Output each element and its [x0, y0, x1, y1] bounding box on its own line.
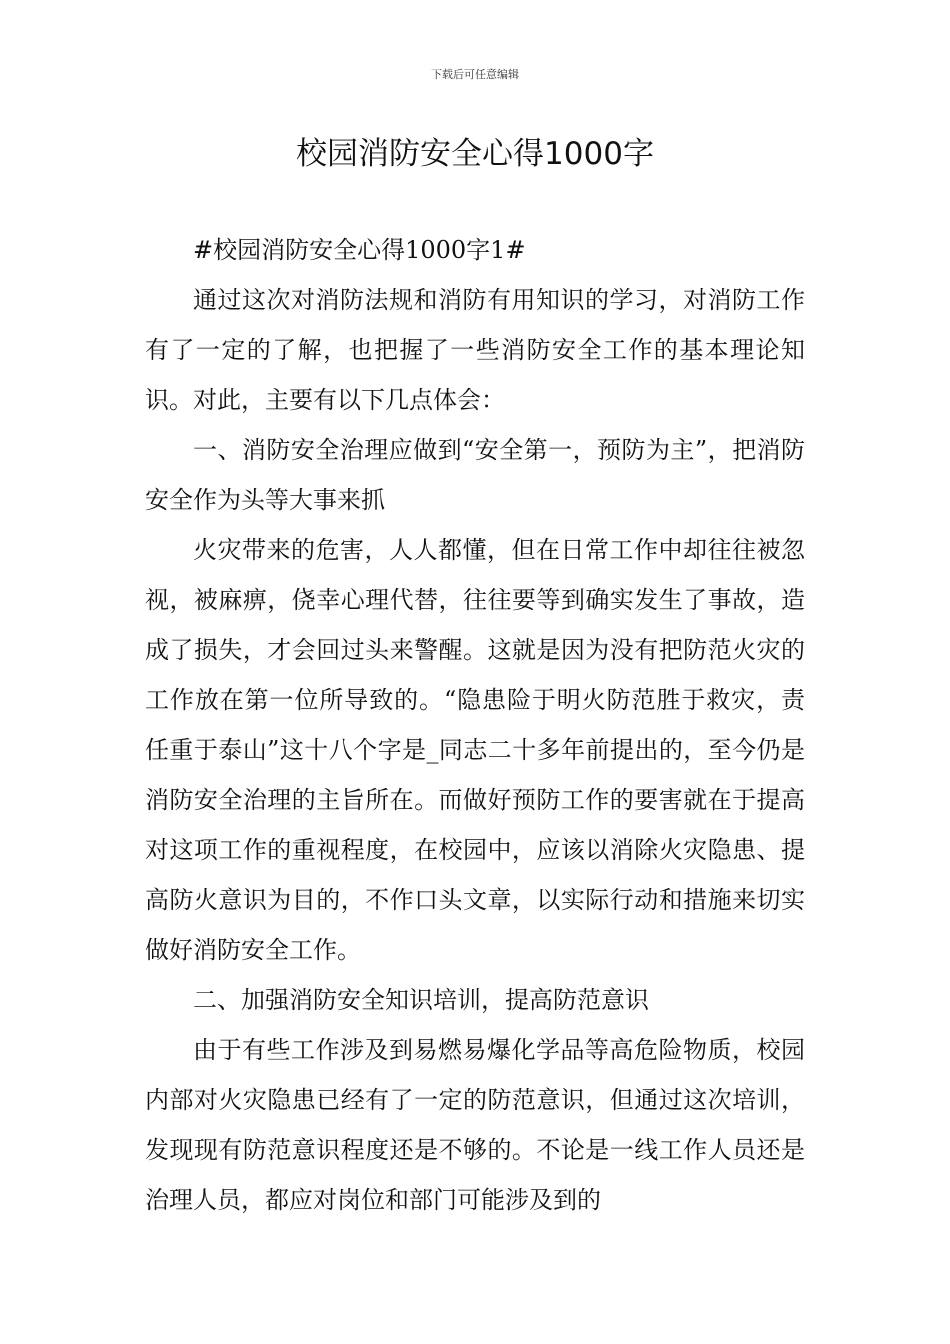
body-paragraph: 火灾带来的危害，人人都懂，但在日常工作中却往往被忽视，被麻痹，侥幸心理代替，往往要等到确实发生了事故，造成了损失，才会回过头来警醒。这就是因为没有把防范火灾的工作放在第一位所导致的。“隐患险于明火防范胜于救灾，责任重于泰山”这十八个字是_同志二十多年前提出的，至今仍是消防安全治理的主旨所在。而做好预防工作的要害就在于提高对这项工作的重视程度，在校园中，应该以消除火灾隐患、提高防火意识为目的，不作口头文章，以实际行动和措施来切实做好消防安全工作。: [145, 536, 805, 964]
header-note: 下载后可任意编辑: [431, 68, 519, 81]
body-paragraph: 通过这次对消防法规和消防有用知识的学习，对消防工作有了一定的了解，也把握了一些消防安全工作的基本理论知识。对此，主要有以下几点体会：: [145, 286, 805, 414]
section-heading: #校园消防安全心得1000字1#: [193, 236, 526, 264]
body-paragraph: 二、加强消防安全知识培训，提高防范意识: [193, 986, 649, 1014]
body-paragraph: 一、消防安全治理应做到“安全第一，预防为主”，把消防安全作为头等大事来抓: [145, 436, 805, 514]
document-body: [145, 225, 805, 1225]
document-title: 校园消防安全心得1000字: [296, 136, 654, 172]
body-paragraph: 由于有些工作涉及到易燃易爆化学品等高危险物质，校园内部对火灾隐患已经有了一定的防范意识，但通过这次培训，发现现有防范意识程度还是不够的。不论是一线工作人员还是治理人员，都应对岗位和部门可能涉及到的: [145, 1036, 805, 1214]
